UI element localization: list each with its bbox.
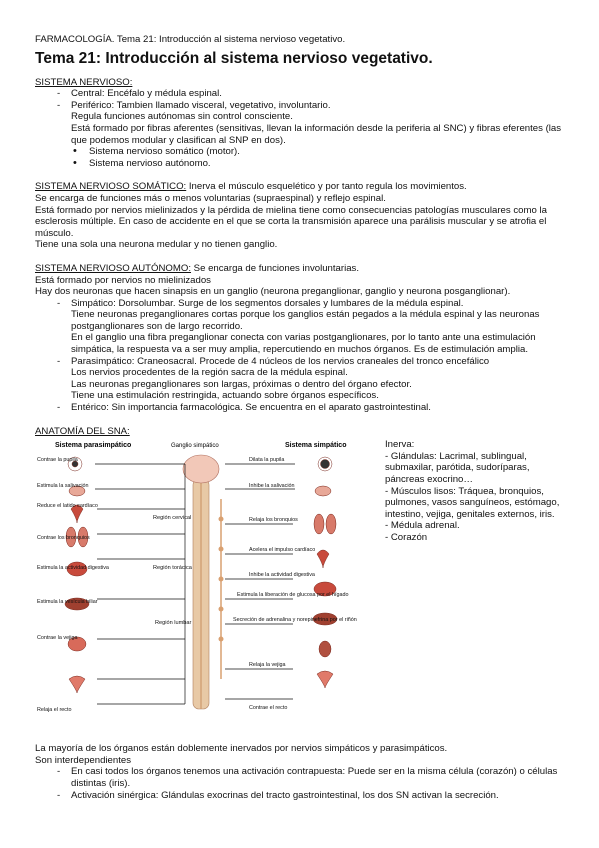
left-label-5: Estimula la vesícula biliar — [37, 599, 98, 606]
section-somatico — [35, 181, 565, 251]
list-item — [57, 100, 565, 146]
left-label-6: Contrae la vejiga — [37, 635, 78, 642]
list-text: - Simpático: Dorsolumbar. Surge de los segmentos dorsales y lumbares de la médula espinal. — [71, 297, 464, 309]
dash-list — [35, 766, 565, 801]
sna-anatomy-figure — [35, 439, 375, 731]
right-label-3: Acelera el impulso cardíaco — [249, 547, 316, 554]
sna-diagram — [35, 439, 375, 731]
inerva-line: - Glándulas: Lacrimal, sublingual, submaxilar, parótida, sudoríparas, páncreas exocrino… — [385, 450, 530, 485]
section-heading: SISTEMA NERVIOSO: — [35, 76, 133, 88]
right-labels — [233, 457, 357, 711]
para-title: Sistema parasimpático — [55, 442, 132, 450]
list-text: Tiene una estimulación restringida, actuando sobre órganos específicos. — [71, 390, 379, 402]
right-label-2: Relaja los bronquios — [249, 517, 298, 524]
parasympathetic-organs — [65, 457, 89, 693]
left-label-1: Estimula la salivación — [37, 483, 89, 490]
section-heading: SISTEMA NERVIOSO SOMÁTICO: — [35, 181, 187, 193]
inerva-line: - Corazón — [385, 531, 428, 543]
document-page — [35, 34, 565, 801]
dash-list — [35, 88, 565, 146]
sympathetic-organs — [313, 457, 337, 688]
page-title: Tema 21: Introducción al sistema nervioso vegetativo. — [35, 49, 433, 67]
dash-list — [35, 298, 565, 414]
list-item — [57, 356, 565, 402]
list-text: Tiene neuronas preganglionares cortas porque los ganglios están pegados a la médula espinal y las neuronas postganglionares son de largo recorrido. — [71, 309, 540, 332]
region-label-0: Región cervical — [153, 515, 192, 522]
section-conclusion — [35, 743, 565, 801]
left-label-7: Relaja el recto — [37, 707, 72, 714]
list-item: - Entérico: Sin importancia farmacológica. Se encuentra en el aparato gastrointestinal. — [57, 402, 565, 414]
right-label-1: Inhibe la salivación — [249, 483, 295, 490]
list-item — [57, 298, 565, 356]
paragraph-text: Inerva el músculo esquelético y por tanto regula los movimientos. — [186, 181, 467, 193]
right-label-4: Inhibe la actividad digestiva — [249, 572, 315, 579]
list-text: - Parasimpático: Craneosacral. Procede de 4 núcleos de los nervios craneales del tronco encefálico — [71, 355, 490, 367]
left-label-3: Contrae los bronquios — [37, 535, 90, 542]
brain-shape — [183, 455, 219, 483]
list-text: Las neuronas preganglionares son largas, próximas o dentro del órgano efector. — [71, 378, 412, 390]
right-label-5: Estimula la liberación de glucosa por el hígado — [237, 592, 349, 599]
paragraph: Hay dos neuronas que hacen sinapsis en un ganglio (neurona preganglionar, ganglio y neurona posganglionar). — [35, 286, 511, 298]
left-label-2: Reduce el latido cardíaco — [37, 503, 98, 510]
region-labels — [153, 515, 193, 626]
inerva-text — [375, 439, 565, 731]
inerva-line: Inerva: — [385, 439, 415, 451]
section-heading: ANATOMÍA DEL SNA: — [35, 425, 130, 437]
left-label-0: Contrae la pupila — [37, 457, 78, 464]
section-anatomia — [35, 426, 565, 732]
list-text: Está formado por fibras aferentes (sensitivas, llevan la información desde la periferia al SNC) y fibras eferentes (las que podemos modular y clasifican al SNP en dos). — [71, 122, 562, 146]
paragraph — [35, 263, 565, 275]
list-text: - Periférico: Tambien llamado visceral, vegetativo, involuntario. — [71, 99, 331, 111]
inerva-line: - Médula adrenal. — [385, 520, 460, 532]
left-label-4: Estimula la actividad digestiva — [37, 565, 109, 572]
paragraph-text: Se encarga de funciones involuntarias. — [191, 262, 360, 274]
section-heading: SISTEMA NERVIOSO AUTÓNOMO: — [35, 262, 192, 274]
paragraph — [35, 181, 565, 193]
region-label-1: Región torácica — [153, 565, 192, 572]
right-label-6: Secreción de adrenalina y norepinefrina por el riñón — [233, 617, 357, 624]
list-item: - Activación sinérgica: Glándulas exocrinas del tracto gastrointestinal, los dos SN activan la secreción. — [57, 790, 565, 802]
paragraph: La mayoría de los órganos están doblemente inervados por nervios simpáticos y parasimpáticos. — [35, 743, 448, 755]
ganglion-label: Ganglio simpático — [171, 443, 219, 450]
list-item: • Sistema nervioso somático (motor). — [73, 146, 565, 158]
list-text: Regula funciones autónomas sin control consciente. — [71, 111, 293, 123]
page-header: FARMACOLOGÍA. Tema 21: Introducción al sistema nervioso vegetativo. — [35, 34, 346, 45]
paragraph: Son interdependientes — [35, 754, 132, 766]
anatomy-row — [35, 439, 565, 731]
paragraph: Se encarga de funciones más o menos voluntarias (supraespinal) y reflejo espinal. — [35, 192, 386, 204]
right-label-0: Dilata la pupila — [249, 457, 285, 464]
right-label-7: Relaja la vejiga — [249, 662, 286, 669]
bullet-list — [35, 146, 565, 169]
section-autonomo — [35, 263, 565, 414]
region-label-2: Región lumbar — [155, 620, 192, 627]
list-item: - En casi todos los órganos tenemos una activación contrapuesta: Puede ser en la misma célula (corazón) o células distintas (iris). — [57, 766, 565, 789]
paragraph: Está formado por nervios no mielinizados — [35, 274, 211, 286]
list-text: En el ganglio una fibra preganglionar conecta con varias postganglionares, por lo tanto ante una estimulación simpática, la respuesta va a ser muy amplia, repercutiendo en muchos órganos. Es de estimulación amplia. — [71, 332, 536, 356]
list-item: • Sistema nervioso autónomo. — [73, 158, 565, 170]
list-text: Los nervios procedentes de la región sacra de la médula espinal. — [71, 367, 348, 379]
section-sistema-nervioso — [35, 77, 565, 170]
inerva-line: - Músculos lisos: Tráquea, bronquios, pulmones, vasos sanguíneos, estómago, intestino, vejiga, genitales externos, iris. — [385, 485, 560, 520]
paragraph: Está formado por nervios mielinizados y la pérdida de mielina tiene como consecuencias patologías musculares como la esclerosis múltiple. En caso de accidente en el que se corta la transmisión aparece una parálisis muscular y se atrofia el músculo. — [35, 204, 547, 239]
simp-title: Sistema simpático — [285, 442, 347, 450]
parasympathetic-nerves — [95, 464, 185, 704]
right-label-8: Contrae el recto — [249, 705, 288, 712]
paragraph: Tiene una sola una neurona medular y no tienen ganglio. — [35, 239, 278, 251]
list-item: - Central: Encéfalo y médula espinal. — [57, 88, 565, 100]
